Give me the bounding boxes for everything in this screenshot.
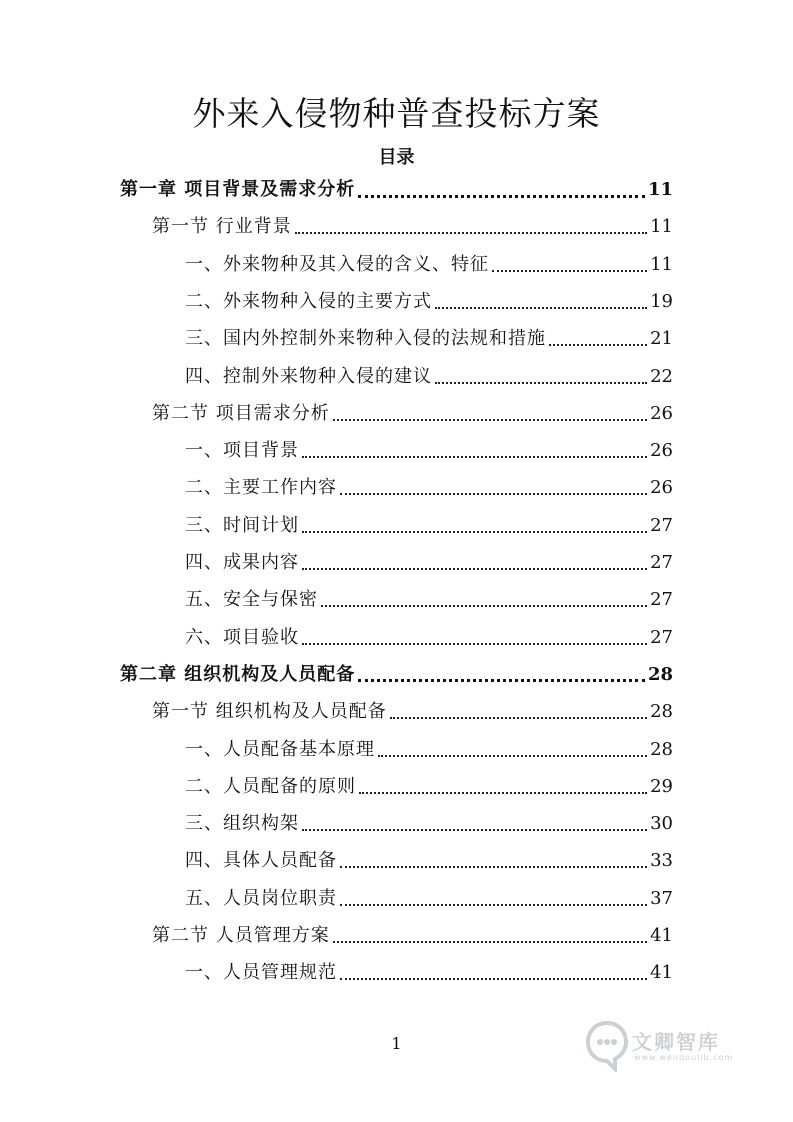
toc-entry-page: 27 <box>650 589 673 611</box>
toc-dot-leader <box>340 866 647 868</box>
toc-entry-page: 33 <box>650 850 673 872</box>
toc-dot-leader <box>435 307 647 309</box>
toc-entry-title: 五、人员岗位职责 <box>185 887 337 909</box>
toc-entry-page: 27 <box>650 552 673 573</box>
toc-entry-title: 一、项目背景 <box>185 440 299 462</box>
toc-entry-page: 26 <box>650 477 673 499</box>
toc-entry-page: 11 <box>650 216 673 238</box>
toc-subsection-entry[interactable] <box>185 250 673 280</box>
toc-entry-title: 三、时间计划 <box>185 514 299 536</box>
toc-chapter-entry[interactable] <box>120 175 673 205</box>
toc-entry-page: 11 <box>647 179 673 200</box>
toc-dot-leader <box>302 643 647 645</box>
toc-subsection-entry[interactable] <box>185 846 673 876</box>
toc-entry-title: 四、控制外来物种入侵的建议 <box>185 365 432 387</box>
toc-entry-page: 27 <box>650 514 673 536</box>
toc-subsection-entry[interactable] <box>185 735 673 765</box>
toc-subsection-entry[interactable] <box>185 884 673 914</box>
toc-dot-leader <box>390 717 647 719</box>
toc-entry-title: 一、外来物种及其入侵的含义、特征 <box>185 253 489 275</box>
toc-entry-page: 21 <box>650 328 673 350</box>
toc-entry-title: 第二章 组织机构及人员配备 <box>120 663 356 685</box>
toc-entry-page: 30 <box>650 813 673 835</box>
watermark-url: www.wendoulib.com <box>634 1053 734 1062</box>
toc-entry-title: 五、安全与保密 <box>185 589 318 611</box>
toc-section-entry[interactable] <box>152 697 673 727</box>
toc-entry-title: 三、组织构架 <box>185 813 299 835</box>
toc-dot-leader <box>358 679 645 682</box>
toc-subsection-entry[interactable] <box>185 511 673 541</box>
toc-dot-leader <box>359 792 647 794</box>
toc-dot-leader <box>302 829 647 831</box>
toc-dot-leader <box>378 755 647 757</box>
toc-heading: 目录 <box>378 147 415 168</box>
toc-entry-title: 四、成果内容 <box>185 552 299 573</box>
toc-section-entry[interactable] <box>152 399 673 429</box>
toc-entry-page: 19 <box>650 290 673 312</box>
watermark-brand: 文卿智库 <box>632 1030 720 1054</box>
toc-dot-leader <box>492 270 647 272</box>
toc-entry-page: 37 <box>650 887 673 909</box>
toc-subsection-entry[interactable] <box>185 772 673 802</box>
toc-entry-page: 22 <box>650 365 673 387</box>
toc-subsection-entry[interactable] <box>185 436 673 466</box>
page-number: 1 <box>391 1034 402 1053</box>
toc-entry-page: 11 <box>650 253 673 275</box>
toc-dot-leader <box>321 605 647 607</box>
toc-dot-leader <box>340 978 647 980</box>
toc-entry-page: 29 <box>650 775 673 797</box>
toc-dot-leader <box>358 195 645 198</box>
toc-chapter-entry[interactable] <box>120 660 673 690</box>
toc-subsection-entry[interactable] <box>185 287 673 317</box>
toc-subsection-entry[interactable] <box>185 585 673 615</box>
toc-entry-title: 二、外来物种入侵的主要方式 <box>185 290 432 312</box>
toc-section-entry[interactable] <box>152 212 673 242</box>
toc-entry-title: 第二节 项目需求分析 <box>152 402 330 424</box>
toc-entry-page: 26 <box>650 440 673 462</box>
toc-entry-title: 二、主要工作内容 <box>185 477 337 499</box>
toc-entry-page: 26 <box>650 402 673 424</box>
toc-entry-page: 28 <box>650 738 673 760</box>
document-title: 外来入侵物种普查投标方案 <box>192 94 601 133</box>
toc-section-entry[interactable] <box>152 921 673 951</box>
toc-subsection-entry[interactable] <box>185 362 673 392</box>
toc-dot-leader <box>302 568 647 570</box>
toc-entry-title: 四、具体人员配备 <box>185 850 337 872</box>
toc-entry-title: 二、人员配备的原则 <box>185 775 356 797</box>
toc-entry-page: 28 <box>650 701 673 723</box>
watermark <box>585 1018 755 1078</box>
toc-subsection-entry[interactable] <box>185 548 673 578</box>
toc-dot-leader <box>333 941 647 943</box>
toc-dot-leader <box>435 382 647 384</box>
toc-entry-title: 一、人员配备基本原理 <box>185 738 375 760</box>
toc-entry-title: 第一节 行业背景 <box>152 216 292 238</box>
toc-subsection-entry[interactable] <box>185 809 673 839</box>
toc-entry-title: 三、国内外控制外来物种入侵的法规和措施 <box>185 328 546 350</box>
toc-entry-title: 第二节 人员管理方案 <box>152 925 330 946</box>
toc-dot-leader <box>295 232 647 234</box>
toc-entry-title: 第一节 组织机构及人员配备 <box>152 701 387 723</box>
toc-entry-title: 六、项目验收 <box>185 626 299 648</box>
toc-entry-page: 41 <box>650 925 673 946</box>
toc-subsection-entry[interactable] <box>185 473 673 503</box>
toc-entry-title: 一、人员管理规范 <box>185 962 337 984</box>
toc-entry-title: 第一章 项目背景及需求分析 <box>120 179 356 200</box>
toc-subsection-entry[interactable] <box>185 623 673 653</box>
toc-subsection-entry[interactable] <box>185 324 673 354</box>
toc-entry-page: 41 <box>650 962 673 984</box>
toc-entry-page: 28 <box>647 663 673 685</box>
toc-dot-leader <box>340 904 647 906</box>
toc-subsection-entry[interactable] <box>185 958 673 988</box>
watermark-logo-icon <box>585 1020 629 1072</box>
toc-dot-leader <box>340 493 647 495</box>
toc-entry-page: 27 <box>650 626 673 648</box>
toc-dot-leader <box>333 419 647 421</box>
toc-dot-leader <box>302 456 647 458</box>
toc-dot-leader <box>302 531 647 533</box>
toc-dot-leader <box>549 344 647 346</box>
